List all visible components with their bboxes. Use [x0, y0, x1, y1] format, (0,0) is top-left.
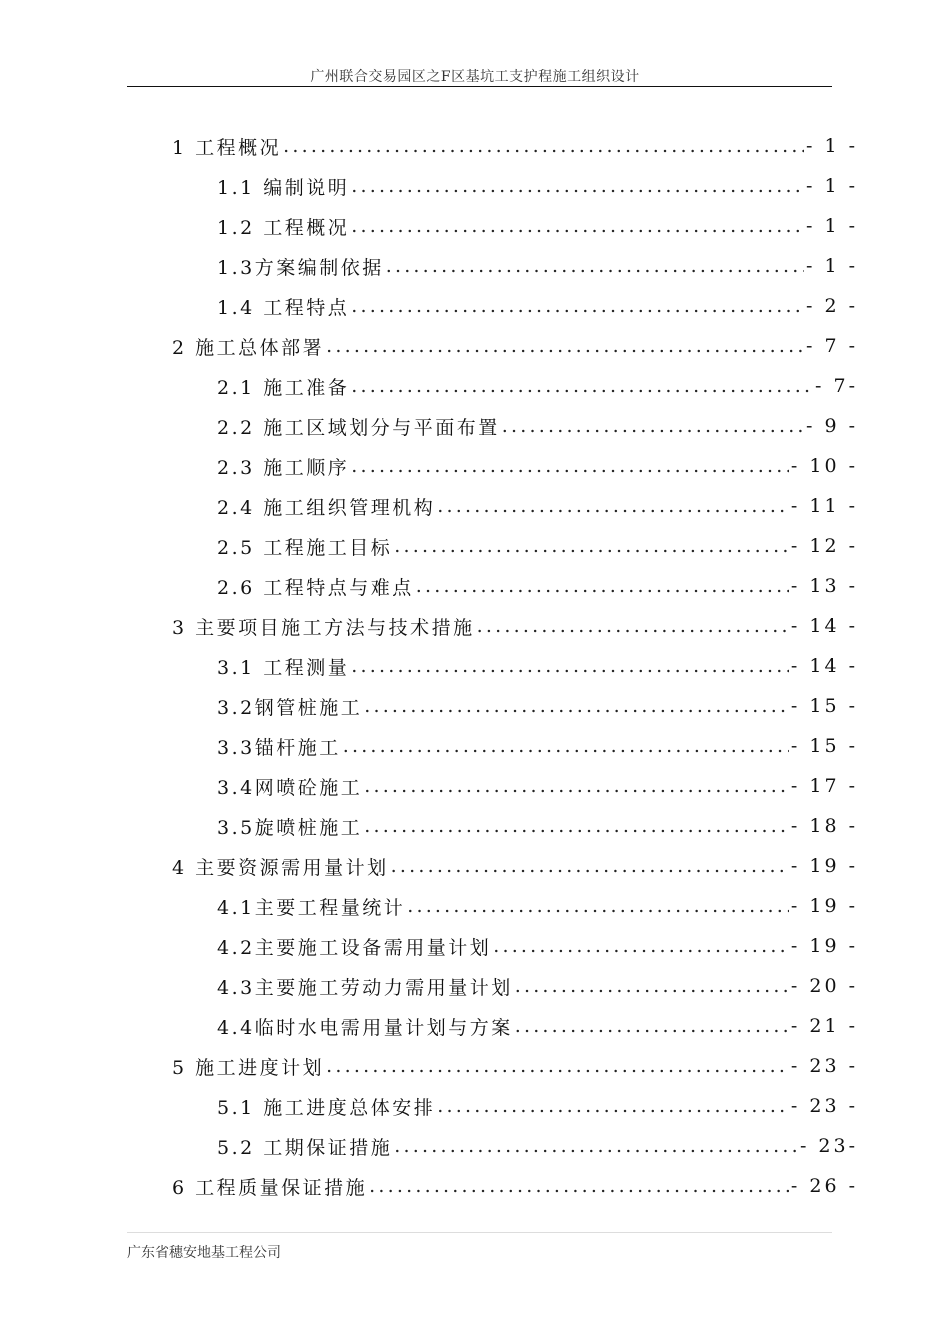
toc-entry-title: 2.1 施工准备 [217, 376, 350, 399]
toc-entry-title: 5.2 工期保证措施 [217, 1136, 393, 1159]
toc-section-entry[interactable] [217, 726, 858, 766]
toc-section-entry[interactable] [217, 1086, 858, 1126]
toc-chapter-entry[interactable] [172, 326, 858, 366]
toc-dot-leader [386, 255, 804, 277]
toc-dot-leader [515, 975, 789, 997]
toc-dot-leader [394, 1135, 798, 1157]
toc-entry-title: 4.1主要工程量统计 [217, 896, 406, 919]
toc-page-number: - 18 - [790, 815, 858, 837]
toc-section-entry[interactable] [217, 806, 858, 846]
toc-page-number: - 17 - [790, 775, 858, 797]
toc-dot-leader [502, 415, 804, 437]
toc-chapter-entry[interactable] [172, 846, 858, 886]
toc-section-entry[interactable] [217, 486, 858, 526]
toc-entry-title: 2.3 施工顺序 [217, 456, 350, 479]
toc-section-entry[interactable] [217, 286, 858, 326]
toc-section-entry[interactable] [217, 246, 858, 286]
toc-dot-leader [437, 1095, 789, 1117]
toc-dot-leader [394, 535, 789, 557]
toc-entry-title: 2.2 施工区域划分与平面布置 [217, 416, 500, 439]
toc-dot-leader [326, 1055, 789, 1077]
toc-section-entry[interactable] [217, 766, 858, 806]
toc-page-number: - 1 - [805, 215, 858, 237]
toc-entry-title: 1.3方案编制依据 [217, 256, 384, 279]
toc-entry-title: 4 主要资源需用量计划 [172, 856, 389, 879]
toc-page-number: - 23 - [790, 1055, 858, 1077]
toc-dot-leader [416, 575, 789, 597]
toc-entry-title: 3.3锚杆施工 [217, 736, 341, 759]
toc-page-number: - 13 - [790, 575, 858, 597]
toc-dot-leader [326, 335, 804, 357]
toc-section-entry[interactable] [217, 646, 858, 686]
toc-page-number: - 20 - [790, 975, 858, 997]
toc-dot-leader [351, 175, 804, 197]
toc-entry-title: 3 主要项目施工方法与技术措施 [172, 616, 475, 639]
toc-dot-leader [351, 295, 804, 317]
toc-dot-leader [351, 455, 789, 477]
toc-entry-title: 1 工程概况 [172, 136, 282, 159]
toc-dot-leader [364, 695, 789, 717]
toc-chapter-entry[interactable] [172, 606, 858, 646]
toc-entry-title: 2.6 工程特点与难点 [217, 576, 414, 599]
toc-entry-title: 6 工程质量保证措施 [172, 1176, 368, 1199]
toc-entry-title: 3.2钢管桩施工 [217, 696, 363, 719]
toc-page-number: - 9 - [805, 415, 858, 437]
toc-section-entry[interactable] [217, 926, 858, 966]
toc-entry-title: 5.1 施工进度总体安排 [217, 1096, 436, 1119]
toc-section-entry[interactable] [217, 206, 858, 246]
toc-section-entry[interactable] [217, 966, 858, 1006]
toc-dot-leader [351, 655, 789, 677]
toc-page-number: - 19 - [790, 855, 858, 877]
toc-page-number: - 21 - [790, 1015, 858, 1037]
toc-section-entry[interactable] [217, 686, 858, 726]
toc-page-number: - 19 - [790, 895, 858, 917]
toc-chapter-entry[interactable] [172, 1166, 858, 1206]
toc-entry-title: 3.4网喷砼施工 [217, 776, 363, 799]
toc-dot-leader [364, 775, 789, 797]
toc-dot-leader [515, 1015, 789, 1037]
toc-page-number: - 11 - [790, 495, 858, 517]
toc-entry-title: 4.2主要施工设备需用量计划 [217, 936, 492, 959]
toc-dot-leader [351, 215, 804, 237]
toc-dot-leader [493, 935, 789, 957]
toc-page-number: - 1 - [805, 175, 858, 197]
page-header: 广州联合交易园区之F区基坑工支护程施工组织设计 [310, 69, 640, 85]
toc-page-number: - 1 - [805, 135, 858, 157]
header-divider [127, 86, 832, 87]
toc-dot-leader [343, 735, 789, 757]
toc-section-entry[interactable] [217, 166, 858, 206]
toc-entry-title: 2.4 施工组织管理机构 [217, 496, 436, 519]
toc-section-entry[interactable] [217, 366, 858, 406]
toc-page-number: - 7 - [805, 335, 858, 357]
toc-dot-leader [407, 895, 789, 917]
toc-chapter-entry[interactable] [172, 1046, 858, 1086]
toc-entry-title: 4.4临时水电需用量计划与方案 [217, 1016, 513, 1039]
toc-chapter-entry[interactable] [172, 126, 858, 166]
toc-page-number: - 2 - [805, 295, 858, 317]
toc-page-number: - 10 - [790, 455, 858, 477]
toc-dot-leader [369, 1175, 789, 1197]
toc-section-entry[interactable] [217, 1126, 858, 1166]
toc-entry-title: 2 施工总体部署 [172, 336, 325, 359]
toc-entry-title: 3.1 工程测量 [217, 656, 350, 679]
toc-section-entry[interactable] [217, 526, 858, 566]
toc-entry-title: 3.5旋喷桩施工 [217, 816, 363, 839]
toc-page-number: - 23- [799, 1135, 858, 1157]
toc-page-number: - 23 - [790, 1095, 858, 1117]
toc-dot-leader [437, 495, 789, 517]
toc-entry-title: 1.1 编制说明 [217, 176, 350, 199]
toc-section-entry[interactable] [217, 406, 858, 446]
toc-section-entry[interactable] [217, 446, 858, 486]
toc-page-number: - 14 - [790, 615, 858, 637]
toc-dot-leader [391, 855, 789, 877]
toc-entry-title: 1.4 工程特点 [217, 296, 350, 319]
toc-page-number: - 26 - [790, 1175, 858, 1197]
page-footer: 广东省穗安地基工程公司 [127, 1245, 281, 1261]
toc-dot-leader [477, 615, 789, 637]
toc-section-entry[interactable] [217, 566, 858, 606]
toc-section-entry[interactable] [217, 886, 858, 926]
toc-page-number: - 12 - [790, 535, 858, 557]
toc-page-number: - 7- [815, 375, 858, 397]
toc-entry-title: 2.5 工程施工目标 [217, 536, 393, 559]
toc-section-entry[interactable] [217, 1006, 858, 1046]
toc-entry-title: 1.2 工程概况 [217, 216, 350, 239]
toc-entry-title: 4.3主要施工劳动力需用量计划 [217, 976, 513, 999]
toc-dot-leader [283, 135, 804, 157]
toc-dot-leader [351, 375, 813, 397]
toc-entry-title: 5 施工进度计划 [172, 1056, 325, 1079]
toc-page-number: - 15 - [790, 735, 858, 757]
toc-page-number: - 14 - [790, 655, 858, 677]
toc-page-number: - 15 - [790, 695, 858, 717]
toc-dot-leader [364, 815, 789, 837]
toc-page-number: - 19 - [790, 935, 858, 957]
toc-page-number: - 1 - [805, 255, 858, 277]
footer-divider [127, 1232, 832, 1233]
